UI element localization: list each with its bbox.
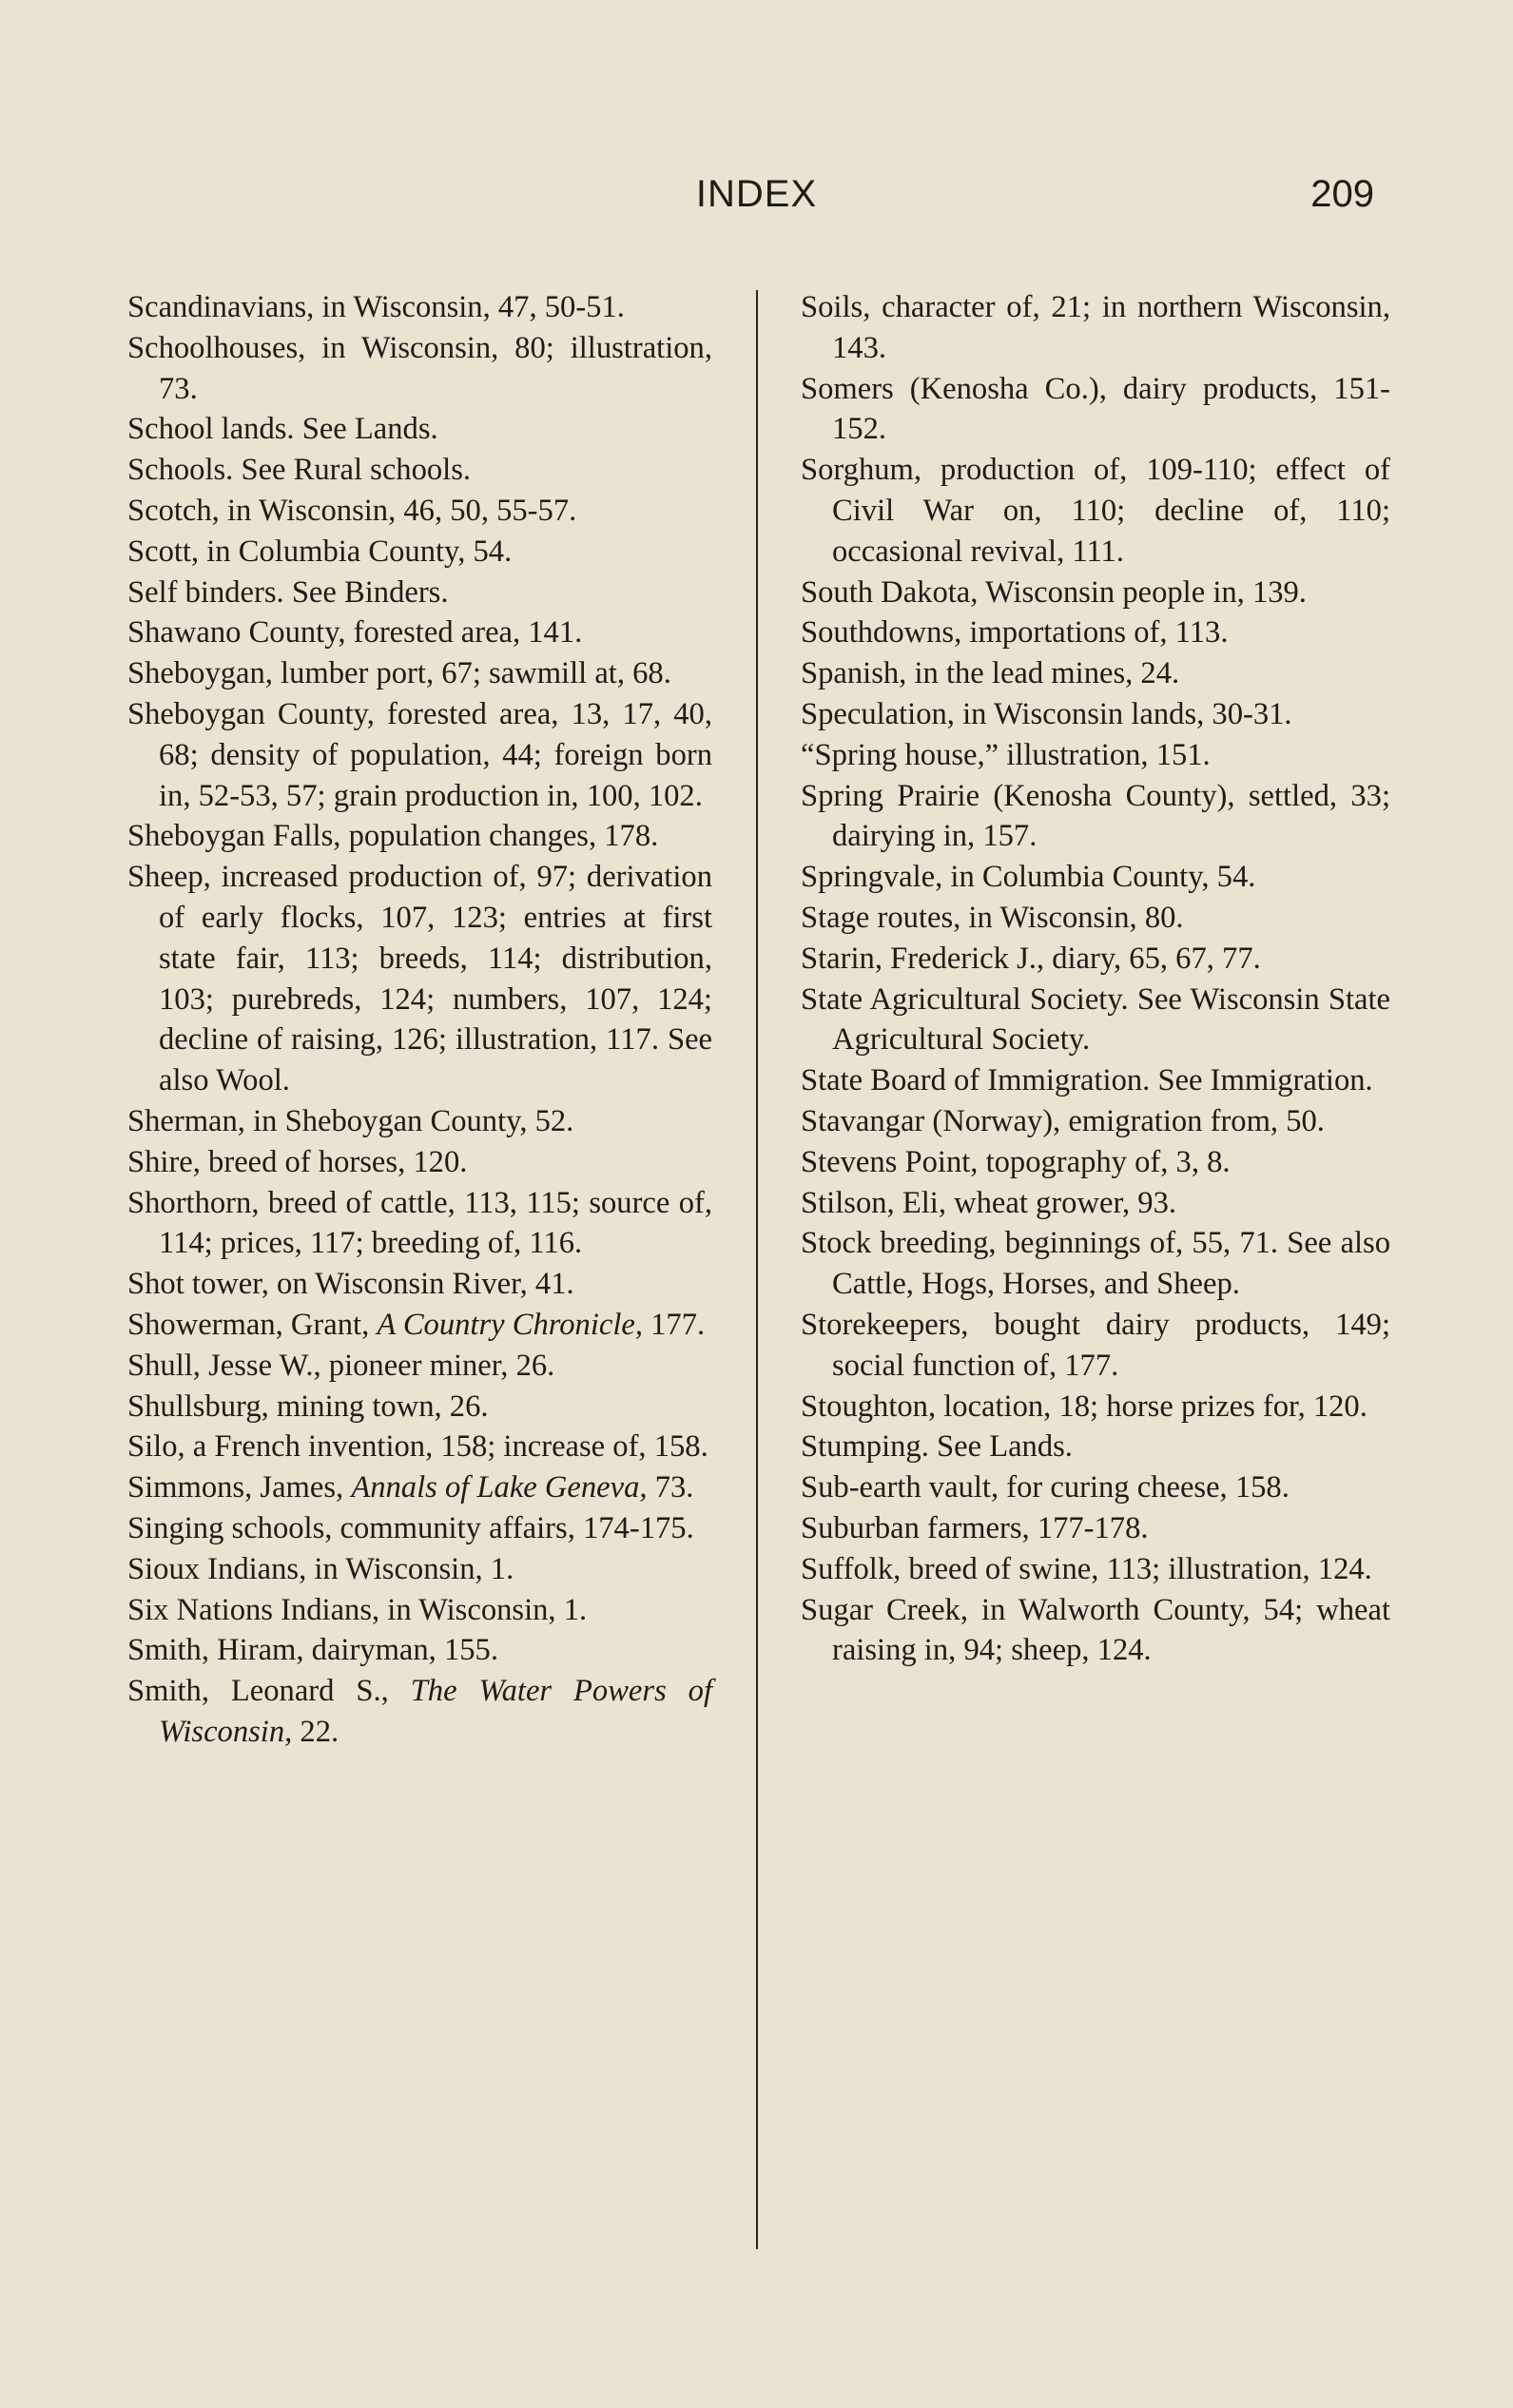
index-entry: Shull, Jesse W., pioneer miner, 26. bbox=[127, 1348, 555, 1383]
index-entry: Schoolhouses, in Wisconsin, 80; illustration, 73. bbox=[127, 330, 712, 406]
page-title: INDEX bbox=[695, 173, 818, 215]
index-entry: Simmons, James, Annals of Lake Geneva, 73. bbox=[127, 1470, 694, 1505]
index-entry: Sugar Creek, in Walworth County, 54; wheat raising in, 94; sheep, 124. bbox=[801, 1592, 1390, 1668]
index-entry: Sheep, increased production of, 97; derivation of early flocks, 107, 123; entries at first state fair, 113; breeds, 114; distribution, 103; purebreds, 124; numbers, 107, 124; decline of raising, 126; illustration, 117. See also Wool. bbox=[127, 860, 712, 1098]
index-entry: Storekeepers, bought dairy products, 149; social function of, 177. bbox=[801, 1307, 1390, 1383]
index-entry: Stage routes, in Wisconsin, 80. bbox=[801, 900, 1184, 935]
index-entry: Sorghum, production of, 109-110; effect of Civil War on, 110; decline of, 110; occasional revival, 111. bbox=[801, 453, 1390, 569]
index-entry: Showerman, Grant, A Country Chronicle, 177. bbox=[127, 1307, 706, 1342]
index-entry: Sheboygan Falls, population changes, 178. bbox=[127, 819, 659, 854]
index-entry: Speculation, in Wisconsin lands, 30-31. bbox=[801, 696, 1292, 731]
index-entry: Somers (Kenosha Co.), dairy products, 151-152. bbox=[801, 371, 1390, 447]
index-entry: Self binders. See Binders. bbox=[127, 574, 449, 610]
index-entry: Scotch, in Wisconsin, 46, 50, 55-57. bbox=[127, 493, 577, 528]
index-entry: Starin, Frederick J., diary, 65, 67, 77. bbox=[801, 941, 1261, 976]
index-entry: Stumping. See Lands. bbox=[801, 1429, 1073, 1465]
index-entry: Shot tower, on Wisconsin River, 41. bbox=[127, 1267, 574, 1302]
page-number: 209 bbox=[1310, 173, 1374, 215]
index-entry: State Agricultural Society. See Wisconsin State Agricultural Society. bbox=[801, 981, 1390, 1058]
index-entry: Stilson, Eli, wheat grower, 93. bbox=[801, 1185, 1177, 1220]
index-entry: Scott, in Columbia County, 54. bbox=[127, 534, 513, 569]
index-entry: Sioux Indians, in Wisconsin, 1. bbox=[127, 1551, 514, 1586]
index-entry: Sub-earth vault, for curing cheese, 158. bbox=[801, 1470, 1290, 1505]
index-entry: “Spring house,” illustration, 151. bbox=[801, 737, 1211, 772]
index-entry: State Board of Immigration. See Immigration. bbox=[801, 1063, 1373, 1098]
index-entry: Spanish, in the lead mines, 24. bbox=[801, 656, 1180, 691]
index-entry: Shorthorn, breed of cattle, 113, 115; source of, 114; prices, 117; breeding of, 116. bbox=[127, 1185, 712, 1261]
index-entry: Suffolk, breed of swine, 113; illustration, 124. bbox=[801, 1551, 1372, 1586]
index-entry: Southdowns, importations of, 113. bbox=[801, 615, 1229, 651]
index-entry: Scandinavians, in Wisconsin, 47, 50-51. bbox=[127, 290, 625, 324]
index-entry: Stock breeding, beginnings of, 55, 71. See also Cattle, Hogs, Horses, and Sheep. bbox=[801, 1226, 1390, 1302]
index-entry: Silo, a French invention, 158; increase of, 158. bbox=[127, 1429, 708, 1465]
index-entry: Sheboygan County, forested area, 13, 17, 40, 68; density of population, 44; foreign born in, 52-53, 57; grain production in, 100, 102. bbox=[127, 696, 712, 813]
index-entry: Soils, character of, 21; in northern Wisconsin, 143. bbox=[801, 290, 1390, 365]
index-entry: Stavangar (Norway), emigration from, 50. bbox=[801, 1103, 1325, 1138]
index-entry: Schools. See Rural schools. bbox=[127, 453, 472, 488]
index-column-right bbox=[801, 287, 1390, 1671]
index-entry: Suburban farmers, 177-178. bbox=[801, 1510, 1149, 1545]
index-entry: Shire, breed of horses, 120. bbox=[127, 1144, 468, 1179]
index-entry: South Dakota, Wisconsin people in, 139. bbox=[801, 574, 1307, 610]
index-entry: Sherman, in Sheboygan County, 52. bbox=[127, 1103, 574, 1138]
column-divider bbox=[756, 290, 758, 2249]
index-entry: Shullsburg, mining town, 26. bbox=[127, 1388, 489, 1424]
index-entry: Springvale, in Columbia County, 54. bbox=[801, 860, 1256, 895]
index-entry: Singing schools, community affairs, 174-175. bbox=[127, 1510, 694, 1545]
index-entry: Stevens Point, topography of, 3, 8. bbox=[801, 1144, 1231, 1179]
index-entry: Stoughton, location, 18; horse prizes for, 120. bbox=[801, 1388, 1368, 1424]
index-entry: Spring Prairie (Kenosha County), settled, 33; dairying in, 157. bbox=[801, 778, 1390, 854]
index-column-left bbox=[127, 287, 712, 1753]
index-entry: Sheboygan, lumber port, 67; sawmill at, 68. bbox=[127, 656, 671, 691]
index-entry: Smith, Leonard S., The Water Powers of Wisconsin, 22. bbox=[127, 1674, 712, 1749]
index-entry: Smith, Hiram, dairyman, 155. bbox=[127, 1633, 498, 1668]
index-entry: Shawano County, forested area, 141. bbox=[127, 615, 583, 651]
index-entry: School lands. See Lands. bbox=[127, 412, 438, 447]
index-entry: Six Nations Indians, in Wisconsin, 1. bbox=[127, 1592, 588, 1627]
